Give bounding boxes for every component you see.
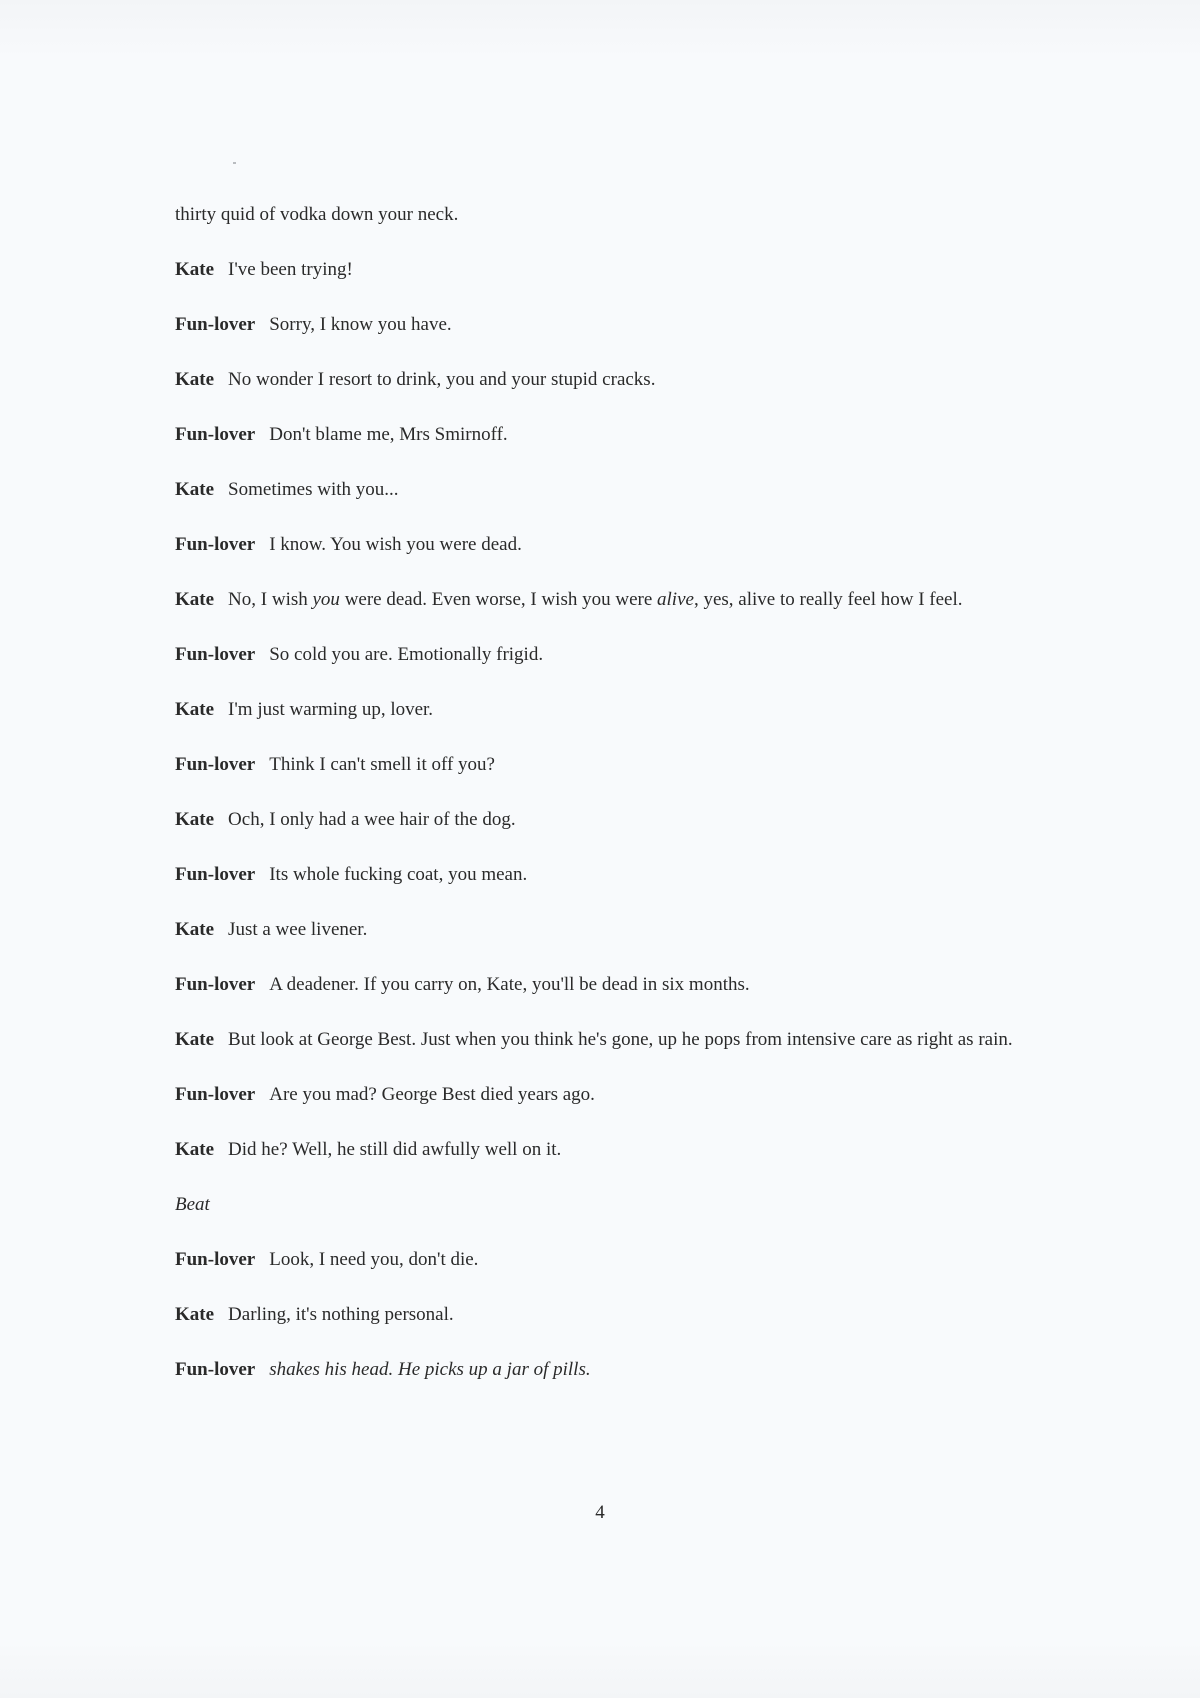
line-text: Beat — [175, 1194, 210, 1215]
dialogue-line — [175, 532, 1045, 558]
dialogue-line — [175, 477, 1045, 503]
dialogue-line — [175, 1247, 1045, 1273]
line-text: I've been trying! — [228, 259, 353, 280]
speaker-name: Fun-lover — [175, 1359, 256, 1380]
speaker-name: Fun-lover — [175, 1084, 256, 1105]
speaker-name: Fun-lover — [175, 864, 256, 885]
line-text: Look, I need you, don't die. — [269, 1249, 479, 1270]
speaker-name: Kate — [175, 919, 215, 940]
line-text: Its whole fucking coat, you mean. — [269, 864, 528, 885]
speaker-name: Fun-lover — [175, 974, 256, 995]
speaker-name: Kate — [175, 1139, 215, 1160]
dialogue-line — [175, 1357, 1045, 1383]
speaker-name: Fun-lover — [175, 754, 256, 775]
dialogue-line — [175, 312, 1045, 338]
dialogue-line — [175, 697, 1045, 723]
line-text: Darling, it's nothing personal. — [228, 1304, 454, 1325]
dialogue-line — [175, 422, 1045, 448]
line-text: But look at George Best. Just when you think he's gone, up he pops from intensive care as right as rain. — [228, 1029, 1013, 1050]
line-text: No, I wish — [228, 589, 313, 610]
scan-speck — [233, 162, 236, 164]
line-text: So cold you are. Emotionally frigid. — [269, 644, 544, 665]
emphasis-text: alive — [657, 589, 694, 610]
line-text: thirty quid of vodka down your neck. — [175, 204, 459, 225]
speaker-name: Fun-lover — [175, 534, 256, 555]
line-text: I'm just warming up, lover. — [228, 699, 434, 720]
speaker-name: Fun-lover — [175, 644, 256, 665]
line-text: shakes his head. He picks up a jar of pills. — [269, 1359, 591, 1380]
line-text: were dead. Even worse, I wish you were — [339, 589, 658, 610]
page-number: 4 — [595, 1502, 605, 1523]
speaker-name: Fun-lover — [175, 314, 256, 335]
line-text: Och, I only had a wee hair of the dog. — [228, 809, 516, 830]
line-text: Don't blame me, Mrs Smirnoff. — [269, 424, 508, 445]
dialogue-line — [175, 367, 1045, 393]
line-text: I know. You wish you were dead. — [269, 534, 522, 555]
dialogue-line — [175, 862, 1045, 888]
stage-direction — [175, 1192, 1045, 1218]
speaker-name: Kate — [175, 809, 215, 830]
speaker-name: Fun-lover — [175, 1249, 256, 1270]
speaker-name: Kate — [175, 1029, 215, 1050]
dialogue-line — [175, 257, 1045, 283]
dialogue-line — [175, 917, 1045, 943]
speaker-name: Kate — [175, 699, 215, 720]
line-text: Are you mad? George Best died years ago. — [269, 1084, 595, 1105]
dialogue-line — [175, 752, 1045, 778]
dialogue-line — [175, 1027, 1045, 1053]
line-text: Did he? Well, he still did awfully well on it. — [228, 1139, 562, 1160]
speaker-name: Fun-lover — [175, 424, 256, 445]
dialogue-line — [175, 642, 1045, 668]
line-text: Sorry, I know you have. — [269, 314, 452, 335]
script-body — [175, 202, 1045, 1412]
dialogue-continuation — [175, 202, 1045, 228]
dialogue-line — [175, 1137, 1045, 1163]
speaker-name: Kate — [175, 479, 215, 500]
line-text: , yes, alive to really feel how I feel. — [693, 589, 963, 610]
dialogue-line — [175, 972, 1045, 998]
line-text: Think I can't smell it off you? — [269, 754, 495, 775]
line-text: Just a wee livener. — [228, 919, 368, 940]
line-text: Sometimes with you... — [228, 479, 399, 500]
speaker-name: Kate — [175, 259, 215, 280]
line-text: No wonder I resort to drink, you and your stupid cracks. — [228, 369, 656, 390]
dialogue-line — [175, 587, 1045, 613]
dialogue-line — [175, 1082, 1045, 1108]
emphasis-text: you — [312, 589, 340, 610]
speaker-name: Kate — [175, 369, 215, 390]
line-text: A deadener. If you carry on, Kate, you'll be dead in six months. — [269, 974, 750, 995]
speaker-name: Kate — [175, 589, 215, 610]
dialogue-line — [175, 1302, 1045, 1328]
dialogue-line — [175, 807, 1045, 833]
speaker-name: Kate — [175, 1304, 215, 1325]
